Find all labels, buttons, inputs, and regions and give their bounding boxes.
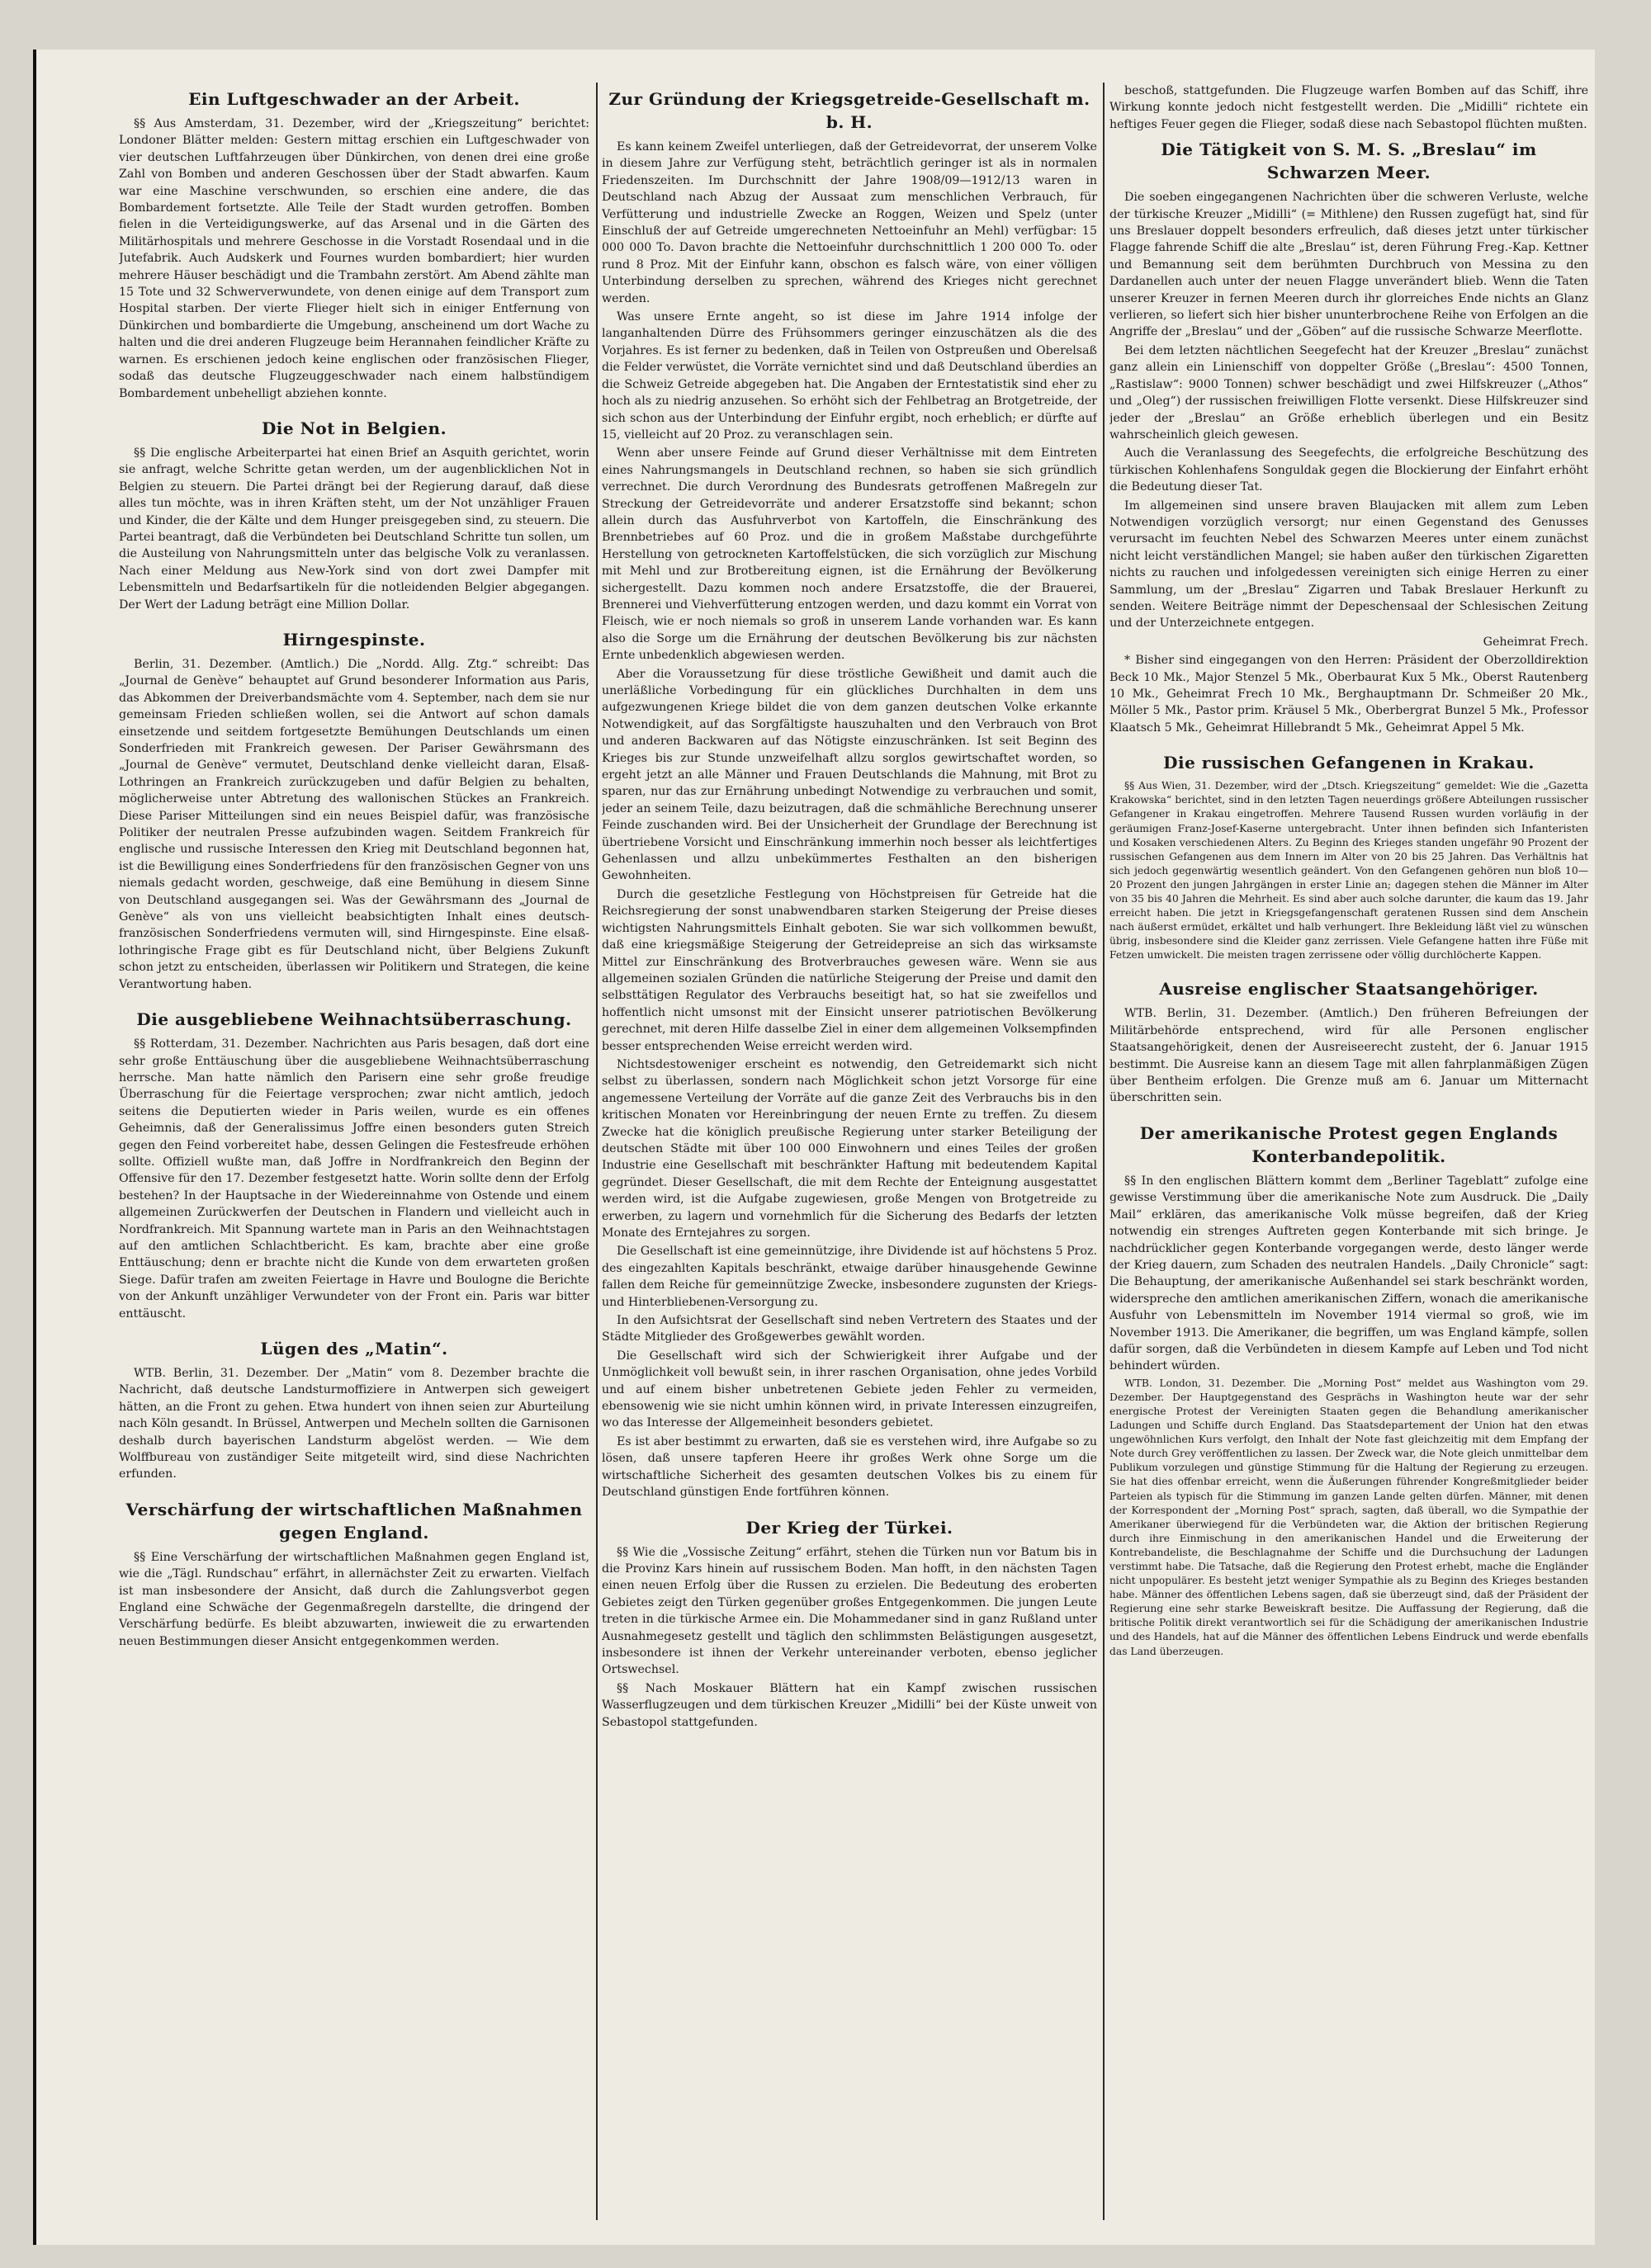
- article-kriegsgetreide-p9: Die Gesellschaft wird sich der Schwierigkeit ihrer Aufgabe und der Unmöglichkeit voll bewußt sein, in ihrer raschen Organisation, ohne jedes Vorbild und auf einem bisher unbetretenen Gebiete jeden Fehler zu vermeiden, ebensowenig wie sie nicht umhin können wird, in private Interessen einzugreifen, wo das Interesse der Allgemeinheit besonders gebietet.: [602, 1349, 1097, 1430]
- headline-verschaerfung: Verschärfung der wirtschaftlichen Maßnahmen gegen England.: [125, 1499, 583, 1543]
- newspaper-page: [33, 50, 1595, 2245]
- headline-russische-gefangene: Die russischen Gefangenen in Krakau.: [1163, 753, 1535, 773]
- headline-weihnachtsueberraschung: Die ausgebliebene Weihnachtsüberraschung.: [136, 1009, 572, 1030]
- article-breslau-donations: * Bisher sind eingegangen von den Herren: Präsident der Oberzolldirektion Beck 10 Mk., Major Stenzel 5 Mk., Oberbaurat Kux 5 Mk., Oberst Rautenberg 10 Mk., Geheimrat Frech 10 Mk., Berghauptmann Dr. Schmeißer 20 Mk., Möller 5 Mk., Pastor prim. Kräusel 5 Mk., Oberbergrat Bunzel 5 Mk., Professor Klaatsch 5 Mk., Geheimrat Hillebrandt 5 Mk., Geheimrat Appel 5 Mk.: [1109, 654, 1588, 735]
- column-3: [1109, 83, 1588, 2220]
- article-breslau-p3: Auch die Veranlassung des Seegefechts, die erfolgreiche Beschützung des türkischen Kohlenhafens Songuldak gegen die Blockierung der Einfahrt erhöht die Bedeutung dieser Tat.: [1109, 447, 1588, 494]
- article-kriegsgetreide-p4: Aber die Voraussetzung für diese tröstliche Gewißheit und damit auch die unerläßliche Vorbedingung für ein glückliches Durchhalten in dem uns aufgezwungenen Kriege bildet die von dem ganzen deutschen Volke erkannte Notwendigkeit, auf das Sorgfältigste hauszuhalten und den Verbrauch von Brot und anderen Backwaren auf das Nötigste einzuschränken. Ist seit Beginn des Krieges bis zur Stunde unzweifelhaft allzu sorglos gewirtschaftet worden, so ergeht jetzt an alle Männer und Frauen Deutschlands die Mahnung, mit Brot zu sparen, nur das zur Ernährung unbedingt Notwendige zu verbrauchen und somit, jeder an seinem Teile, dazu beizutragen, daß die schmähliche Berechnung unserer Feinde zuschanden wird. Bei der Unsicherheit der Grundlage der Berechnung ist übertriebene Vorsicht und Einschränkung immerhin noch besser als leichtfertiges Gehenlassen und allzu unbekümmertes Festhalten an den bisherigen Gewohnheiten.: [602, 667, 1097, 883]
- headline-not-in-belgien: Die Not in Belgien.: [261, 418, 447, 438]
- article-luegen-matin: WTB. Berlin, 31. Dezember. Der „Matin“ vom 8. Dezember brachte die Nachricht, daß deutsche Landsturmoffiziere in Antwerpen sich geweigert hätten, an die Front zu gehen. Etwa hundert von ihnen seien zur Aburteilung nach Köln gesandt. In Brüssel, Antwerpen und Mecheln sollten die Garnisonen deshalb durch bayerischen Landsturm abgelöst werden. — Wie dem Wolffbureau von zuständiger Seite mitgeteilt wird, sind diese Nachrichten erfunden.: [119, 1367, 589, 1481]
- article-weihnachtsueberraschung: §§ Rotterdam, 31. Dezember. Nachrichten aus Paris besagen, daß dort eine sehr große Enttäuschung über die ausgebliebene Weihnachtsüberraschung herrsche. Man hatte nämlich den Parisern eine sehr große freudige Überraschung für die Feiertage versprochen; zwar nicht amtlich, jedoch seitens die Deputierten wieder in Paris weilen, wurde es ein offenes Geheimnis, daß der Generalissimus Joffre einen besonders guten Streich gegen den Feind vorbereitet habe, dessen Gelingen die Festesfreude erhöhen sollte. Offiziell wußte man, daß Joffre in Nordfrankreich den Beginn der Offensive für den 17. Dezember festgesetzt hatte. Worin sollte denn der Erfolg bestehen? In der Hauptsache in der Wiedereinnahme von Ostende und einem allgemeinen Zurückwerfen der Deutschen in Flandern und vielleicht auch in Nordfrankreich. Mit Spannung wartete man in Paris an den Weihnachtstagen auf den amtlichen Schlachtbericht. Es kam, brachte aber eine große Enttäuschung; denn er brachte nicht die Kunde von dem erwarteten großen Siege. Dafür trafen am zweiten Feiertage in Havre und Boulogne die Berichte von der Ankunft unzähliger Verwundeter von der Front ein. Paris war bitter enttäuscht.: [119, 1037, 589, 1321]
- headline-luftgeschwader: Ein Luftgeschwader an der Arbeit.: [188, 89, 520, 109]
- article-ausreise: WTB. Berlin, 31. Dezember. (Amtlich.) Den früheren Befreiungen der Militärbehörde entsprechend, wird für alle Personen englischer Staatsangehörigkeit, denen der Ausreiseerecht zusteht, der 6. Januar 1915 bestimmt. Die Ausreise kann an diesem Tage mit allen fahrplanmäßigen Zügen über Bentheim erfolgen. Die Grenze muß am 6. Januar um Mitternacht überschritten sein.: [1109, 1007, 1588, 1105]
- article-kriegsgetreide-p8: In den Aufsichtsrat der Gesellschaft sind neben Vertretern des Staates und der Städte Mitglieder des Großgewerbes gewählt worden.: [602, 1314, 1097, 1344]
- article-krieg-tuerkei-p1: §§ Wie die „Vossische Zeitung“ erfährt, stehen die Türken nun vor Batum bis in die Provinz Kars hinein auf russischem Boden. Man hofft, in den nächsten Tagen einen neuen Erfolg über die Russen zu erzielen. Die Bedeutung des eroberten Gebietes zeigt den Türken gegenüber großes Entgegenkommen. Die jungen Leute treten in die türkische Armee ein. Die Mohammedaner sind in ganz Rußland unter Ausnahmegesetz gestellt und täglich den schlimmsten Belästigungen ausgesetzt, insbesondere ist ihnen der Verkehr untereinander verboten, ebenso jeglicher Ortswechsel.: [602, 1545, 1097, 1677]
- article-breslau-signature: Geheimrat Frech.: [1483, 635, 1588, 649]
- article-russische-gefangene: §§ Aus Wien, 31. Dezember, wird der „Dtsch. Kriegszeitung“ gemeldet: Wie die „Gazetta Krakowska“ berichtet, sind in den letzten Tagen neuerdings größere Abteilungen russischer Gefangener in Krakau eingetroffen. Mehrere Tausend Russen wurden vorläufig in der geräumigen Franz-Josef-Kaserne untergebracht. Unter ihnen befinden sich Infanteristen und Kosaken verschiedenen Alters. Zu Beginn des Krieges standen ungefähr 90 Prozent der russischen Gefangenen aus dem Innern im Alter von 20 bis 25 Jahren. Das Verhältnis hat sich jedoch gegenwärtig wesentlich geändert. Von den Gefangenen gehören nun bloß 10—20 Prozent den jungen Jahrgängen in erster Linie an; dagegen stehen die Männer im Alter von 35 bis 40 Jahren die Mehrheit. Es sind aber auch solche darunter, die kaum das 19. Jahr erreicht haben. Die jetzt in Kriegsgefangenschaft geratenen Russen sind dem Anschein nach äußerst ermüdet, erkältet und halb verhungert. Ihre Bekleidung läßt viel zu wünschen übrig, insbesondere sind die Kleider ganz zerrissen. Viele Gefangene hatten ihre Füße mit Fetzen umwickelt. Die meisten tragen zerrissene oder völlig durchlöcherte Kappen.: [1109, 780, 1588, 962]
- article-luftgeschwader: §§ Aus Amsterdam, 31. Dezember, wird der „Kriegszeitung“ berichtet: Londoner Blätter melden: Gestern mittag erschien ein Luftgeschwader von vier deutschen Luftfahrzeugen über Dünkirchen, von denen drei eine große Zahl von Bomben und anderen Geschossen über der Stadt abwarfen. Kaum war eine Maschine verschwunden, so erschien eine andere, die das Bombardement fortsetzte. Alle Teile der Stadt wurden getroffen. Bomben fielen in die Verteidigungswerke, auf das Arsenal und in die Gärten des Militärhospitals und mehrere Geschosse in die Vorstadt Rosendaal und in die Jutefabrik. Auch Audskerk und Fournes wurden bombardiert; hier wurden mehrere Häuser beschädigt und die Trambahn zerstört. Am Abend zählte man 15 Tote und 32 Schwerverwundete, von denen einige auf dem Transport zum Hospital starben. Der vierte Flieger hielt sich in einiger Entfernung von Dünkirchen und bombardierte die Umgebung, anscheinend um dort Wache zu halten und die drei anderen Flugzeuge beim Herannahen feindlicher Kräfte zu warnen. Es erschienen jedoch keine englischen oder französischen Flieger, sodaß das deutsche Flugzeuggeschwader nach einem halbstündigem Bombardement unbehelligt abziehen konnte.: [119, 117, 589, 400]
- article-breslau-p1: Die soeben eingegangenen Nachrichten über die schweren Verluste, welche der türkische Kreuzer „Midilli“ (= Mithlene) den Russen zugefügt hat, sind für uns Breslauer doppelt besonders erfreulich, daß dieses jetzt unter türkischer Flagge fahrende Schiff die alte „Breslau“ ist, deren Führung Freg.-Kap. Kettner und Bemannung seit dem berühmten Durchbruch von Messina zu den Dardanellen auch unter der neuen Flagge unverändert blieb. Wenn die Taten unserer Kreuzer in fernen Meeren durch ihr glorreiches Ende nichts an Glanz verlieren, so liefert sich hier bisher ununterbrochene Reihe von Erfolgen an die Angriffe der „Breslau“ und der „Göben“ auf die russische Schwarze Meerflotte.: [1109, 191, 1588, 339]
- article-kriegsgetreide-p3: Wenn aber unsere Feinde auf Grund dieser Verhältnisse mit dem Eintreten eines Nahrungsmangels in Deutschland rechnen, so haben sie sich gründlich verrechnet. Die durch Verordnung des Bundesrats getroffenen Maßregeln zur Streckung der Getreidevorräte und anderer Ersatzstoffe sind bekannt; schon allein durch das Ausfuhrverbot von Kartoffeln, die Einschränkung des Brennbetriebes auf 60 Proz. und die in großem Maßstabe durchgeführte Herstellung von getrockneten Kartoffelstücken, die sich vorzüglich zur Mischung mit Mehl und zur Brotbereitung eignen, ist die Ernährung der Bevölkerung sichergestellt. Dazu kommen noch andere Ersatzstoffe, die der Brauerei, Brennerei und Viehverfütterung entzogen werden, und dazu kommt ein Vorrat von Fleisch, wie er noch niemals so groß in unserem Lande vorhanden war. Es kann also die Sorge um die Ernährung der deutschen Bevölkerung bis zur nächsten Ernte unbedenklich abgewiesen werden.: [602, 447, 1097, 663]
- article-kriegsgetreide-p7: Die Gesellschaft ist eine gemeinnützige, ihre Dividende ist auf höchstens 5 Proz. des eingezahlten Kapitals beschränkt, etwaige darüber hinausgehende Gewinne fallen dem Reiche für gemeinnützige Zwecke, insbesondere zugunsten der Kriegs- und Hinterbliebenen-Versorgung zu.: [602, 1245, 1097, 1309]
- column-1: [119, 83, 589, 2220]
- article-kriegsgetreide-p5: Durch die gesetzliche Festlegung von Höchstpreisen für Getreide hat die Reichsregierung der sonst unabwendbaren starken Steigerung der Preise dieses wichtigsten Nahrungsmittels Einhalt geboten. Sie war sich vollkommen bewußt, daß eine kriegsmäßige Steigerung der Getreidepreise an sich das wirksamste Mittel zur Einschränkung des Brotverbrauches gewesen wäre. Wenn sie aus allgemeinen sozialen Gründen die natürliche Steigerung der Preise und damit den selbsttätigen Regulator des Verbrauchs beseitigt hat, so hat sie zweifellos und hoffentlich nicht umsonst mit der Einsicht unserer patriotischen Bevölkerung gerechnet, mit deren Hilfe dasselbe Ziel in einer dem allgemeinen Volksempfinden besser entsprechenden Weise erreicht werden wird.: [602, 887, 1097, 1053]
- article-amerikanischer-protest-p1: §§ In den englischen Blättern kommt dem „Berliner Tageblatt“ zufolge eine gewisse Verstimmung über die amerikanische Note zum Ausdruck. Die „Daily Mail“ erklären, das amerikanische Volk müsse begreifen, daß der Krieg notwendig ein strenges Auftreten gegen Konterbande mit sich bringe. Je nachdrücklicher gegen Konterbande vorgegangen werde, desto länger werde der Krieg dauern, zum Schaden des neutralen Handels. „Daily Chronicle“ sagt: Die Behauptung, der amerikanische Außenhandel sei stark beschränkt worden, widerspreche den amtlichen amerikanischen Ziffern, wonach die amerikanische Ausfuhr von Lebensmitteln im November 1914 viermal so groß, wie im November 1913. Die Amerikaner, die begriffen, um was England kämpfe, sollen dafür sorgen, daß die Verbündeten in diesem Kampfe auf Leben und Tod nicht behindert würden.: [1109, 1174, 1588, 1373]
- article-verschaerfung: §§ Eine Verschärfung der wirtschaftlichen Maßnahmen gegen England ist, wie die „Tägl. Rundschau“ erfährt, in allernächster Zeit zu erwarten. Vielfach ist man insbesondere der Ansicht, daß durch die Zahlungsverbot gegen England eine Schwäche der Gegenmaßregeln darstellte, die dringend der Verschärfung bedürfe. Es bleibt abzuwarten, inwieweit die zu erwartenden neuen Bestimmungen dieser Ansicht entgegenkommen werden.: [119, 1550, 589, 1648]
- headline-kriegsgetreide: Zur Gründung der Kriegsgetreide-Gesellschaft m. b. H.: [608, 89, 1090, 132]
- article-amerikanischer-protest-p2: WTB. London, 31. Dezember. Die „Morning Post“ meldet aus Washington vom 29. Dezember. Der Hauptgegenstand des Gesprächs in Washington heute war der sehr energische Protest der Vereinigten Staaten gegen die Behandlung amerikanischer Ladungen und Schiffe durch England. Das Staatsdepartement der Union hat den etwas ungewöhnlichen Kurs verfolgt, den Inhalt der Note fast gleichzeitig mit dem Empfang der Note durch Grey veröffentlichen zu lassen. Der Zweck war, die Note gleich unmittelbar dem Publikum vorzulegen und günstige Stimmung für die Haltung der Regierung zu erzeugen. Sie hat dies offenbar erreicht, wenn die Äußerungen führender Kongreßmitglieder beider Parteien als typisch für die Stimmung im ganzen Lande gelten dürfen. Männer, mit denen der Korrespondent der „Morning Post“ sprach, sagten, daß überall, wo die Sympathie der Amerikaner überwiegend für die Verbündeten war, die Aktion der britischen Regierung durch ihre Einmischung in den amerikanischen Handel und die Erweiterung der Kontrebandeliste, die Beschlagnahme der Schiffe und die Durchsuchung der Ladungen verstimmt habe. Die Tatsache, daß die Regierung den Protest erhebt, mache die Engländer nicht unpopulärer. Es besteht jetzt weniger Sympathie als zu Beginn des Krieges bestanden habe. Männer des öffentlichen Lebens sagen, daß sie überzeugt sind, daß der Präsident der Regierung eine sehr starke Beweiskraft besitze. Die Auffassung der Regierung, daß die britische Politik direkt verantwortlich sei für die Schädigung der amerikanischen Industrie und des Handels, hat auf die Männer des öffentlichen Lebens Eindruck und werde ebenfalls das Land überzeugen.: [1109, 1377, 1588, 1657]
- article-krieg-tuerkei-p2: §§ Nach Moskauer Blättern hat ein Kampf zwischen russischen Wasserflugzeugen und dem türkischen Kreuzer „Midilli“ bei der Küste unweit von Sebastopol stattgefunden.: [602, 1681, 1097, 1729]
- article-kriegsgetreide-p6: Nichtsdestoweniger erscheint es notwendig, den Getreidemarkt sich nicht selbst zu überlassen, sondern nach Möglichkeit schon jetzt Vorsorge für eine angemessene Verteilung der Vorräte auf die ganze Zeit des Verbrauchs bis in den kritischen Monaten vor Hereinbringung der neuen Ernte zu treffen. Zu diesem Zwecke hat die königlich preußische Regierung unter starker Beteiligung der deutschen Städte mit über 100 000 Einwohnern und eines Teiles der großen Industrie eine Gesellschaft mit beschränkter Haftung mit bedeutendem Kapital gegründet. Dieser Gesellschaft, die mit dem Rechte der Enteignung ausgestattet werden wird, ist die Aufgabe zugewiesen, große Mengen von Brotgetreide zu erwerben, zu lagern und vornehmlich für die Sicherung des Bedarfs der letzten Monate des Erntejahres zu sorgen.: [602, 1057, 1097, 1240]
- article-kriegsgetreide-p10: Es ist aber bestimmt zu erwarten, daß sie es verstehen wird, ihre Aufgabe so zu lösen, daß unsere tapferen Heere ihr großes Werk ohne Sorge um die wirtschaftliche Sicherheit des gesamten deutschen Volkes bis zu einem für Deutschland günstigen Ende fortführen können.: [602, 1434, 1097, 1500]
- article-kriegsgetreide-p1: Es kann keinem Zweifel unterliegen, daß der Getreidevorrat, der unserem Volke in diesem Jahre zur Verfügung steht, beträchtlich geringer ist als in normalen Friedenszeiten. Im Durchschnitt der Jahre 1908/09—1912/13 waren in Deutschland nach Abzug der Aussaat zum menschlichen Verbrauch, für Verfütterung und industrielle Zwecke an Roggen, Weizen und Spelz (unter Einschluß der auf Getreide umgerechneten Nettoeinfuhr an Mehl) verfügbar: 15 000 000 To. Davon brachte die Nettoeinfuhr durchschnittlich 1 200 000 To. oder rund 8 Proz. Mit der Einfuhr kann, obschon es falsch wäre, von einer völligen Unterbindung derselben zu sprechen, während des Krieges nicht gerechnet werden.: [602, 140, 1097, 305]
- column-rule-left: [596, 83, 598, 2220]
- headline-hirngespinste: Hirngespinste.: [282, 629, 426, 650]
- column-rule-right: [1103, 83, 1105, 2220]
- headline-luegen-matin: Lügen des „Matin“.: [260, 1339, 448, 1358]
- article-breslau-p2: Bei dem letzten nächtlichen Seegefecht hat der Kreuzer „Breslau“ zunächst ganz allein ein Linienschiff von doppelter Größe („Breslau“: 4500 Tonnen, „Rastislaw“: 9000 Tonnen) schwer beschädigt und zwei Hilfskreuzer („Athos“ und „Oleg“) der russischen freiwilligen Flotte versenkt. Diese Hilfskreuzer sind jeder der „Breslau“ an Größe erheblich überlegen und ein Besitz wahrscheinlich gleich gewesen.: [1109, 343, 1588, 442]
- article-kriegsgetreide-p2: Was unsere Ernte angeht, so ist diese im Jahre 1914 infolge der langanhaltenden Dürre des Frühsommers geringer einzuschätzen als die des Vorjahres. Es ist ferner zu bedenken, daß in Teilen von Ostpreußen und Oberelsaß die Felder verwüstet, die Vorräte vernichtet sind und daß Deutschland überdies an die Schweiz Getreide abgegeben hat. Die Angaben der Erntestatistik sind eher zu hoch als zu niedrig anzusehen. So erhöht sich der Fehlbetrag an Brotgetreide, der sich schon aus der Unterbindung der Einfuhr ergibt, noch erheblich; er dürfte auf 15, vielleicht auf 20 Proz. zu veranschlagen sein.: [602, 310, 1097, 442]
- headline-breslau: Die Tätigkeit von S. M. S. „Breslau“ im Schwarzen Meer.: [1161, 139, 1537, 183]
- article-not-in-belgien: §§ Die englische Arbeiterpartei hat einen Brief an Asquith gerichtet, worin sie anfragt, welche Schritte getan werden, um der augenblicklichen Not in Belgien zu steuern. Die Partei drängt bei der Regierung darauf, daß diese alles tun möchte, was in ihren Kräften steht, um der Not unzähliger Frauen und Kinder, die der Kälte und dem Hunger preisgegeben sind, zu steuern. Die Partei beantragt, daß die Verbündeten bei Deutschland Schritte tun sollen, um die Austeilung von Nahrungsmitteln unter das belgische Volk zu veranlassen. Nach einer Meldung aus New-York sind von dort zwei Dampfer mit Lebensmitteln und Bedarfsartikeln für die notleidenden Belgier abgegangen. Der Wert der Ladung beträgt eine Million Dollar.: [119, 446, 589, 612]
- headline-amerikanischer-protest: Der amerikanische Protest gegen Englands Konterbandepolitik.: [1139, 1122, 1559, 1166]
- article-continuation: beschoß, stattgefunden. Die Flugzeuge warfen Bomben auf das Schiff, ihre Wirkung konnte jedoch nicht festgestellt werden. Die „Midilli“ richtete ein heftiges Feuer gegen die Flieger, sodaß diese nach Sebastopol flüchten mußten.: [1109, 84, 1588, 131]
- column-2: [602, 83, 1097, 2220]
- article-breslau-p4: Im allgemeinen sind unsere braven Blaujacken mit allem zum Leben Notwendigen vorzüglich versorgt; nur einen Gegenstand des Genusses verursacht im feuchten Nebel des Schwarzen Meeres unter einem zunächst nicht leicht verständlichen Mangel; sie haben außer den türkischen Zigaretten nichts zu rauchen und infolgedessen vereinigten sich einige Herren zu einer Sammlung, um der „Breslau“ Zigarren und Tabak Breslauer Herkunft zu senden. Weitere Beiträge nimmt der Depeschensaal der Schlesischen Zeitung und der Unterzeichnete entgegen.: [1109, 498, 1588, 631]
- article-hirngespinste: Berlin, 31. Dezember. (Amtlich.) Die „Nordd. Allg. Ztg.“ schreibt: Das „Journal de Genève“ behauptet auf Grund besonderer Information aus Paris, das Abkommen der Dreiverbandsmächte vom 4. September, nach dem sie nur gemeinsam Frieden schließen wollen, sei die Antwort auf schon damals einsetzende und seitdem fortgesetzte Bemühungen Deutschlands um einen Sonderfrieden mit Frankreich gewesen. Der Pariser Gewährsmann des „Journal de Genève“ vermutet, Deutschland denke vielleicht daran, Elsaß-Lothringen an Frankreich zurückzugeben und dafür Belgien zu behalten, möglicherweise unter Abtretung des wallonischen Stückes an Frankreich. Diese Pariser Mitteilungen sind ein neues Beispiel dafür, was französische Politiker der neutralen Presse aufzubinden wagen. Seitdem Frankreich für englische und russische Interessen den Krieg mit Deutschland begonnen hat, ist die Bewilligung eines Sonderfriedens für den französischen Gegner von uns niemals gedacht worden, geschweige, daß eine Bemühung in diesem Sinne von Deutschland ausgegangen sei. Was der Gewährsmann des „Journal de Genève“ als von uns vielleicht beabsichtigten Inhalt eines deutsch-französischen Sonderfriedens vermuten will, sind Hirngespinste. Eine elsaß-lothringische Frage gibt es für Deutschland nicht, über Belgiens Zukunft schon jetzt zu entscheiden, überlassen wir Politikern und Strategen, die keine Verantwortung haben.: [119, 657, 589, 991]
- headline-ausreise: Ausreise englischer Staatsangehöriger.: [1159, 979, 1539, 999]
- headline-krieg-tuerkei: Der Krieg der Türkei.: [745, 1517, 953, 1538]
